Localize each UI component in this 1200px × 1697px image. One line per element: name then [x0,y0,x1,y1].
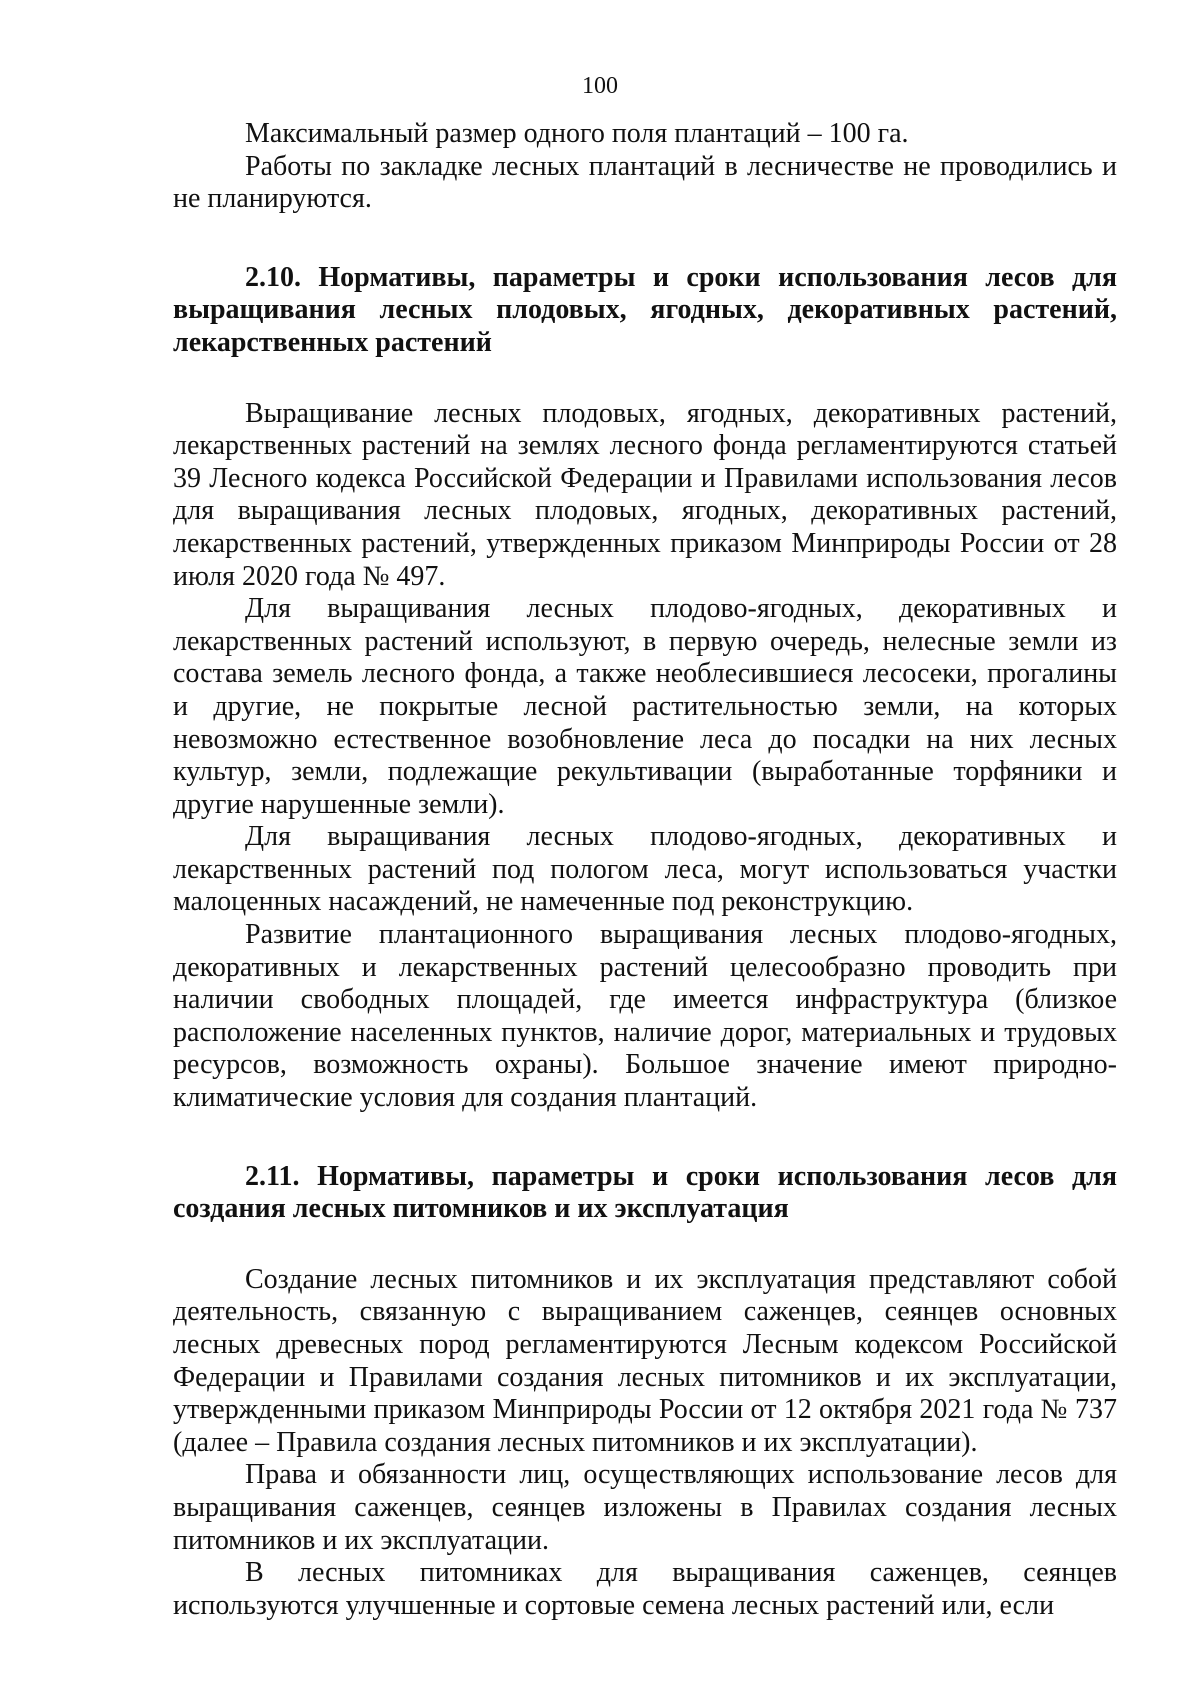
paragraph-max-field-size: Максимальный размер одного поля плантаций – 100 га. [245,118,909,149]
page-number: 100 [582,73,618,99]
paragraph-plantation-works: Работы по закладке лесных плантаций в лесничестве не проводились и не планируются. [173,150,1117,215]
paragraph-non-forest-lands: Для выращивания лесных плодово-ягодных, декоративных и лекарственных растений используют, в первую очередь, нелесные земли из состава земель лесного фонда, а также необлесившиеся лесосеки, прогалины и другие, не покрытые лесной растительностью земли, на которых невозможно естественное возобновление леса до посадки на них лесных культур, земли, подлежащие рекультивации (выработанные торфяники и другие нарушенные земли). [173,593,1117,820]
paragraph-seeds-used: В лесных питомниках для выращивания саженцев, сеянцев используются улучшенные и сортовые семена лесных растений или, если [173,1557,1117,1621]
section-heading-2-10: 2.10. Нормативы, параметры и сроки использования лесов для выращивания лесных плодовых, ягодных, декоративных растений, лекарственных растений [173,261,1117,358]
paragraph-cultivation-regulation: Выращивание лесных плодовых, ягодных, декоративных растений, лекарственных растений на землях лесного фонда регламентируются статьей 39 Лесного кодекса Российской Федерации и Правилами использования лесов для выращивания лесных плодовых, ягодных, декоративных растений, лекарственных растений, утвержденных приказом Минприроды России от 28 июля 2020 года № 497. [173,397,1117,592]
paragraph-plantation-development: Развитие плантационного выращивания лесных плодово-ягодных, декоративных и лекарственных растений целесообразно проводить при наличии свободных площадей, где имеется инфраструктура (близкое расположение населенных пунктов, наличие дорог, материальных и трудовых ресурсов, возможность охраны). Большое значение имеют природно-климатические условия для создания плантаций. [173,919,1117,1114]
paragraph-under-canopy: Для выращивания лесных плодово-ягодных, декоративных и лекарственных растений под пологом леса, могут использоваться участки малоценных насаждений, не намеченные под реконструкцию. [173,821,1117,918]
document-body [173,118,1117,1622]
paragraph-nursery-creation: Создание лесных питомников и их эксплуатация представляют собой деятельность, связанную с выращиванием саженцев, сеянцев основных лесных древесных пород регламентируются Лесным кодексом Российской Федерации и Правилами создания лесных питомников и их эксплуатации, утвержденными приказом Минприроды России от 12 октября 2021 года № 737 (далее – Правила создания лесных питомников и их эксплуатации). [173,1263,1117,1458]
paragraph-rights-obligations: Права и обязанности лиц, осуществляющих использование лесов для выращивания саженцев, сеянцев изложены в Правилах создания лесных питомников и их эксплуатации. [173,1459,1117,1556]
section-heading-2-11: 2.11. Нормативы, параметры и сроки использования лесов для создания лесных питомников и их эксплуатация [173,1160,1117,1225]
